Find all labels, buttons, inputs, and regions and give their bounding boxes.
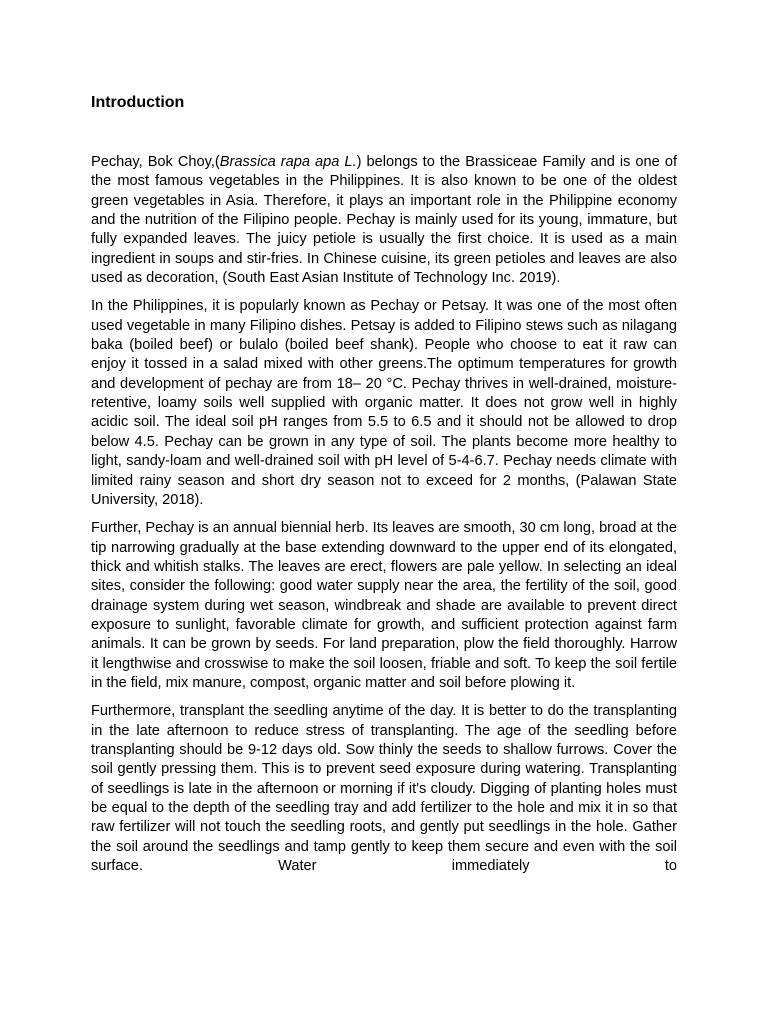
paragraph-2: In the Philippines, it is popularly known as Pechay or Petsay. It was one of the most often used vegetable in many Filipino dishes. Petsay is added to Filipino stews such as nilagang baka (boiled beef) or bulalo (boiled beef shank). People who choose to eat it raw can enjoy it tossed in a salad mixed with other greens.The optimum temperatures for growth and development of pechay are from 18– 20 °C. Pechay thrives in well-drained, moisture-retentive, loamy soils well supplied with organic matter. It does not grow well in highly acidic soil. The ideal soil pH ranges from 5.5 to 6.5 and it should not be allowed to drop below 4.5. Pechay can be grown in any type of soil. The plants become more healthy to light, sandy-loam and well-drained soil with pH level of 5-4-6.7. Pechay needs climate with limited rainy season and short dry season not to exceed for 2 months, (Palawan State University, 2018). bbox=[91, 298, 677, 508]
paragraph-4: Furthermore, transplant the seedling anytime of the day. It is better to do the transplanting in the late afternoon to reduce stress of transplanting. The age of the seedling before transplanting should be 9-12 days old. Sow thinly the seeds to shallow furrows. Cover the soil gently pressing them. This is to prevent seed exposure during watering. Transplanting of seedlings is late in the afternoon or morning if it's cloudy. Digging of planting holes must be equal to the depth of the seedling tray and add fertilizer to the hole and mix it in so that raw fertilizer will not touch the seedling roots, and gently put seedlings in the hole. Gather the soil around the seedlings and tamp gently to keep them secure and even with the soil surface. Water immediately to bbox=[91, 703, 677, 875]
document-body bbox=[91, 153, 677, 876]
scientific-name: Brassica rapa apa L. bbox=[219, 154, 357, 170]
paragraph-1-rest: ) belongs to the Brassiceae Family and is one of the most famous vegetables in the Philippines. It is also known to be one of the oldest green vegetables in Asia. Therefore, it plays an important role in the Philippine economy and the nutrition of the Filipino people. Pechay is mainly used for its young, immature, but fully expanded leaves. The juicy petiole is usually the first choice. It is used as a main ingredient in soups and stir-fries. In Chinese cuisine, its green petioles and leaves are also used as decoration, (South East Asian Institute of Technology Inc. 2019). bbox=[91, 154, 677, 287]
paragraph-1 bbox=[91, 153, 677, 288]
section-heading: Introduction bbox=[91, 94, 185, 111]
paragraph-3: Further, Pechay is an annual biennial herb. Its leaves are smooth, 30 cm long, broad at the tip narrowing gradually at the base extending downward to the upper end of its elongated, thick and whitish stalks. The leaves are erect, flowers are pale yellow. In selecting an ideal sites, consider the following: good water supply near the area, the fertility of the soil, good drainage system during wet season, windbreak and shade are available to prevent direct exposure to sunlight, favorable climate for growth, and sufficient protection against farm animals. It can be grown by seeds. For land preparation, plow the field thoroughly. Harrow it lengthwise and crosswise to make the soil loosen, friable and soft. To keep the soil fertile in the field, mix manure, compost, organic matter and soil before plowing it. bbox=[91, 520, 677, 691]
paragraph-1-start: Pechay, Bok Choy,( bbox=[91, 154, 220, 170]
